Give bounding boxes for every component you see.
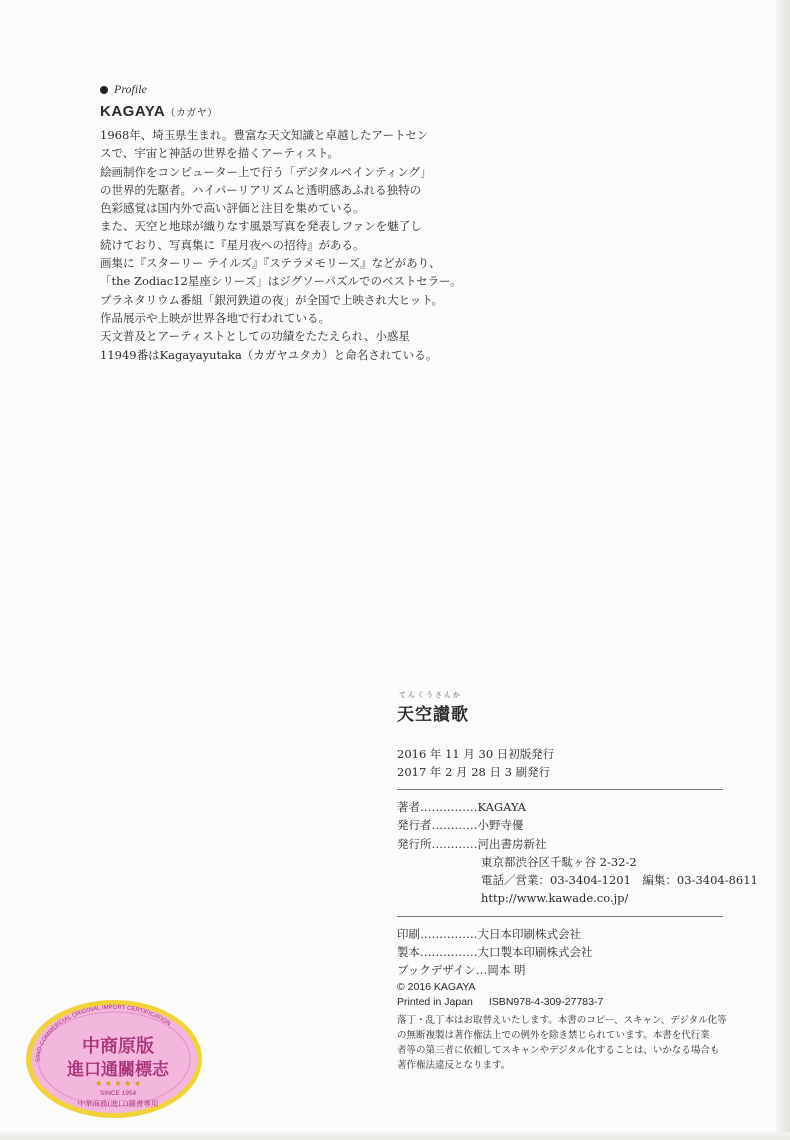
page-edge-right: [776, 0, 790, 1140]
seal-since: SINCE 1954: [99, 1090, 137, 1097]
profile-line: 作品展示や上映が世界各地で行われている。: [100, 310, 330, 325]
profile-line: 1968年、埼玉県生まれ。豊富な天文知識と卓越したアートセン: [100, 128, 429, 142]
profile-line: の世界的先駆者。ハイパーリアリズムと透明感あふれる独特の: [100, 182, 422, 197]
divider: [397, 916, 723, 917]
publisher-address: 東京都渋谷区千駄ヶ谷 2-32-2: [481, 854, 637, 869]
notice-line: 者等の第三者に依頼してスキャンやデジタル化することは、いかなる場合も: [397, 1044, 720, 1056]
notice-line: 著作権法違反となります。: [397, 1059, 511, 1071]
credit-book-design: ブックデザイン…岡本 明: [397, 963, 526, 978]
author-profile: [100, 82, 462, 364]
copyright-block: [397, 980, 737, 1010]
edition-line: 2017 年 2 月 28 日 3 刷発行: [397, 765, 551, 779]
notice-line: の無断複製は著作権法上での例外を除き禁じられています。本書を代行業: [397, 1029, 710, 1041]
profile-line: スで、宇宙と神話の世界を描くアーティスト。: [100, 146, 339, 161]
author-name-kana: （カガヤ）: [165, 108, 218, 119]
page-edge-bottom: [0, 1132, 790, 1140]
profile-line: 11949番はKagayayutaka（カガヤユタカ）と命名されている。: [100, 347, 438, 362]
production-credits: [397, 925, 737, 980]
credit-publishing-house: 発行所…………河出書房新社: [397, 836, 547, 851]
seal-bottom-text: 中華商務(進口)圖書專用: [77, 1099, 159, 1108]
edition-line: 2016 年 11 月 30 日初版発行: [397, 747, 555, 761]
star-icon: ★ ★ ★ ★ ★: [94, 1079, 142, 1088]
profile-line: 画集に『スターリー テイルズ』『ステラメモリーズ』などがあり、: [100, 256, 441, 271]
profile-line: 絵画制作をコンピューター上で行う「デジタルペインティング」: [100, 164, 432, 179]
seal-subtitle: 進口通關標志: [67, 1060, 169, 1080]
notice-line: 落丁・乱丁本はお取替えいたします。本書のコピー、スキャン、デジタル化等: [397, 1014, 727, 1026]
profile-line: 色彩感覚は国内外で高い評価と注目を集めている。: [100, 201, 365, 216]
profile-text: [100, 126, 462, 364]
profile-line: 天文普及とアーティストとしての功績をたたえられ、小惑星: [100, 329, 410, 344]
seal-title: 中商原版: [82, 1036, 154, 1057]
divider: [397, 789, 723, 790]
publisher-phone: 電話／営業：03-3404-1201 編集：03-3404-8611: [481, 873, 758, 888]
credit-binding: 製本……………大口製本印刷株式会社: [397, 945, 593, 960]
colophon: [397, 690, 758, 1073]
profile-heading: [100, 82, 440, 97]
credits: [397, 798, 758, 908]
profile-line: また、天空と地球が織りなす風景写真を発表しファンを魅了し: [100, 219, 422, 234]
copyright-notice: [397, 1013, 737, 1073]
profile-heading-label: Profile: [114, 82, 147, 96]
author-name: [100, 103, 440, 120]
publisher-url: http://www.kawade.co.jp/: [481, 891, 629, 906]
bullet-icon: [100, 86, 108, 94]
credit-printing: 印刷……………大日本印刷株式会社: [397, 926, 581, 941]
author-name-latin: KAGAYA: [100, 103, 166, 120]
credit-publisher: 発行者…………小野寺優: [397, 818, 524, 833]
printed-in: Printed in Japan: [397, 995, 473, 1008]
profile-line: プラネタリウム番組「銀河鉄道の夜」が全国で上映され大ヒット。: [100, 292, 444, 307]
title-ruby: てんくうさんか: [399, 691, 462, 699]
edition-dates: [397, 745, 737, 781]
profile-line: 続けており、写真集に『星月夜への招待』がある。: [100, 237, 365, 252]
print-isbn-line: [397, 995, 737, 1010]
seal-arc-text: SINO-COMMERCIAL ORIGINAL IMPORT CERTIFICATION: [35, 1004, 172, 1063]
credit-author: 著者……………KAGAYA: [397, 800, 526, 814]
profile-line: 「the Zodiac12星座シリーズ」はジグソーパズルでのベストセラー。: [100, 274, 462, 289]
isbn: ISBN978-4-309-27783-7: [488, 995, 604, 1008]
copyright-line: © 2016 KAGAYA: [397, 980, 476, 993]
book-title: 天空讃歌: [397, 705, 469, 725]
import-certification-seal: [22, 996, 206, 1122]
